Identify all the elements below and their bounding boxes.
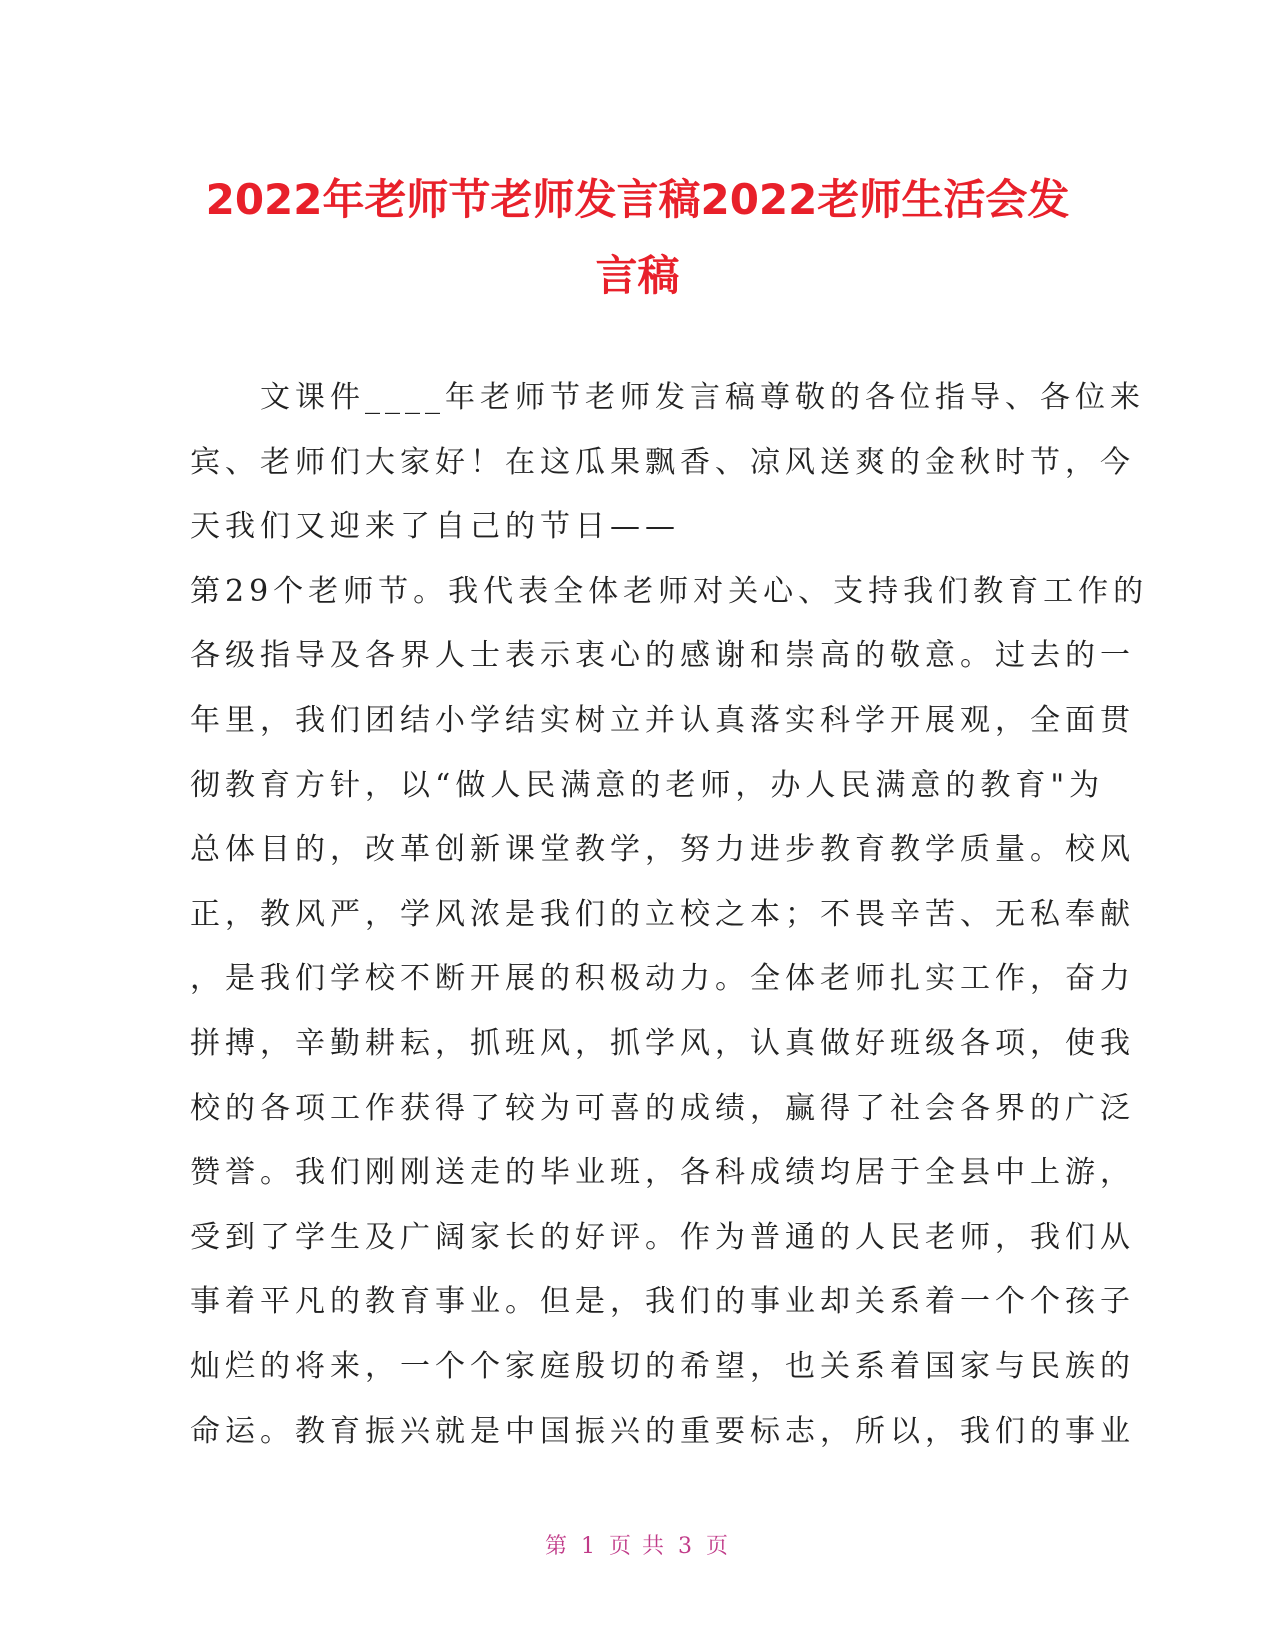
body-line: 受到了学生及广阔家长的好评。作为普通的人民老师，我们从 — [190, 1219, 1135, 1255]
document-body — [190, 366, 1149, 1464]
body-line: 校的各项工作获得了较为可喜的成绩，赢得了社会各界的广泛 — [190, 1090, 1135, 1126]
body-line: 各级指导及各界人士表示衷心的感谢和崇高的敬意。过去的一 — [190, 638, 1135, 674]
body-line: 命运。教育振兴就是中国振兴的重要标志，所以，我们的事业 — [190, 1413, 1135, 1449]
body-line: 宾、老师们大家好！在这瓜果飘香、凉风送爽的金秋时节，今 — [190, 444, 1135, 480]
footer-suffix: 页 — [706, 1534, 731, 1559]
body-line: 灿烂的将来，一个个家庭殷切的希望，也关系着国家与民族的 — [190, 1348, 1135, 1384]
body-line: 文课件____年老师节老师发言稿尊敬的各位指导、各位来 — [190, 380, 1145, 415]
title-line-1: 2022年老师节老师发言稿2022老师生活会发 — [205, 175, 1070, 224]
footer-prefix: 第 — [544, 1534, 569, 1559]
footer-total-pages: 3 — [678, 1534, 694, 1559]
body-line: 天我们又迎来了自己的节日—— — [190, 509, 680, 545]
body-line: 总体目的，改革创新课堂教学，努力进步教育教学质量。校风 — [190, 832, 1135, 868]
footer-current-page: 1 — [581, 1534, 597, 1559]
body-line: 年里，我们团结小学结实树立并认真落实科学开展观，全面贯 — [190, 702, 1135, 738]
body-line: 彻教育方针，以“做人民满意的老师，办人民满意的教育"为 — [190, 767, 1105, 803]
body-line: 第29个老师节。我代表全体老师对关心、支持我们教育工作的 — [190, 573, 1149, 609]
document-title — [180, 162, 1095, 314]
body-line: 拼搏，辛勤耕耘，抓班风，抓学风，认真做好班级各项，使我 — [190, 1025, 1135, 1061]
body-line: 事着平凡的教育事业。但是，我们的事业却关系着一个个孩子 — [190, 1284, 1135, 1320]
footer-middle: 页 共 — [609, 1534, 666, 1559]
body-line: 赞誉。我们刚刚送走的毕业班，各科成绩均居于全县中上游， — [190, 1155, 1135, 1191]
page-footer — [0, 1529, 1275, 1560]
body-line: 正，教风严，学风浓是我们的立校之本；不畏辛苦、无私奉献 — [190, 896, 1135, 932]
title-line-2: 言稿 — [595, 251, 680, 300]
body-line: ，是我们学校不断开展的积极动力。全体老师扎实工作，奋力 — [190, 961, 1135, 997]
